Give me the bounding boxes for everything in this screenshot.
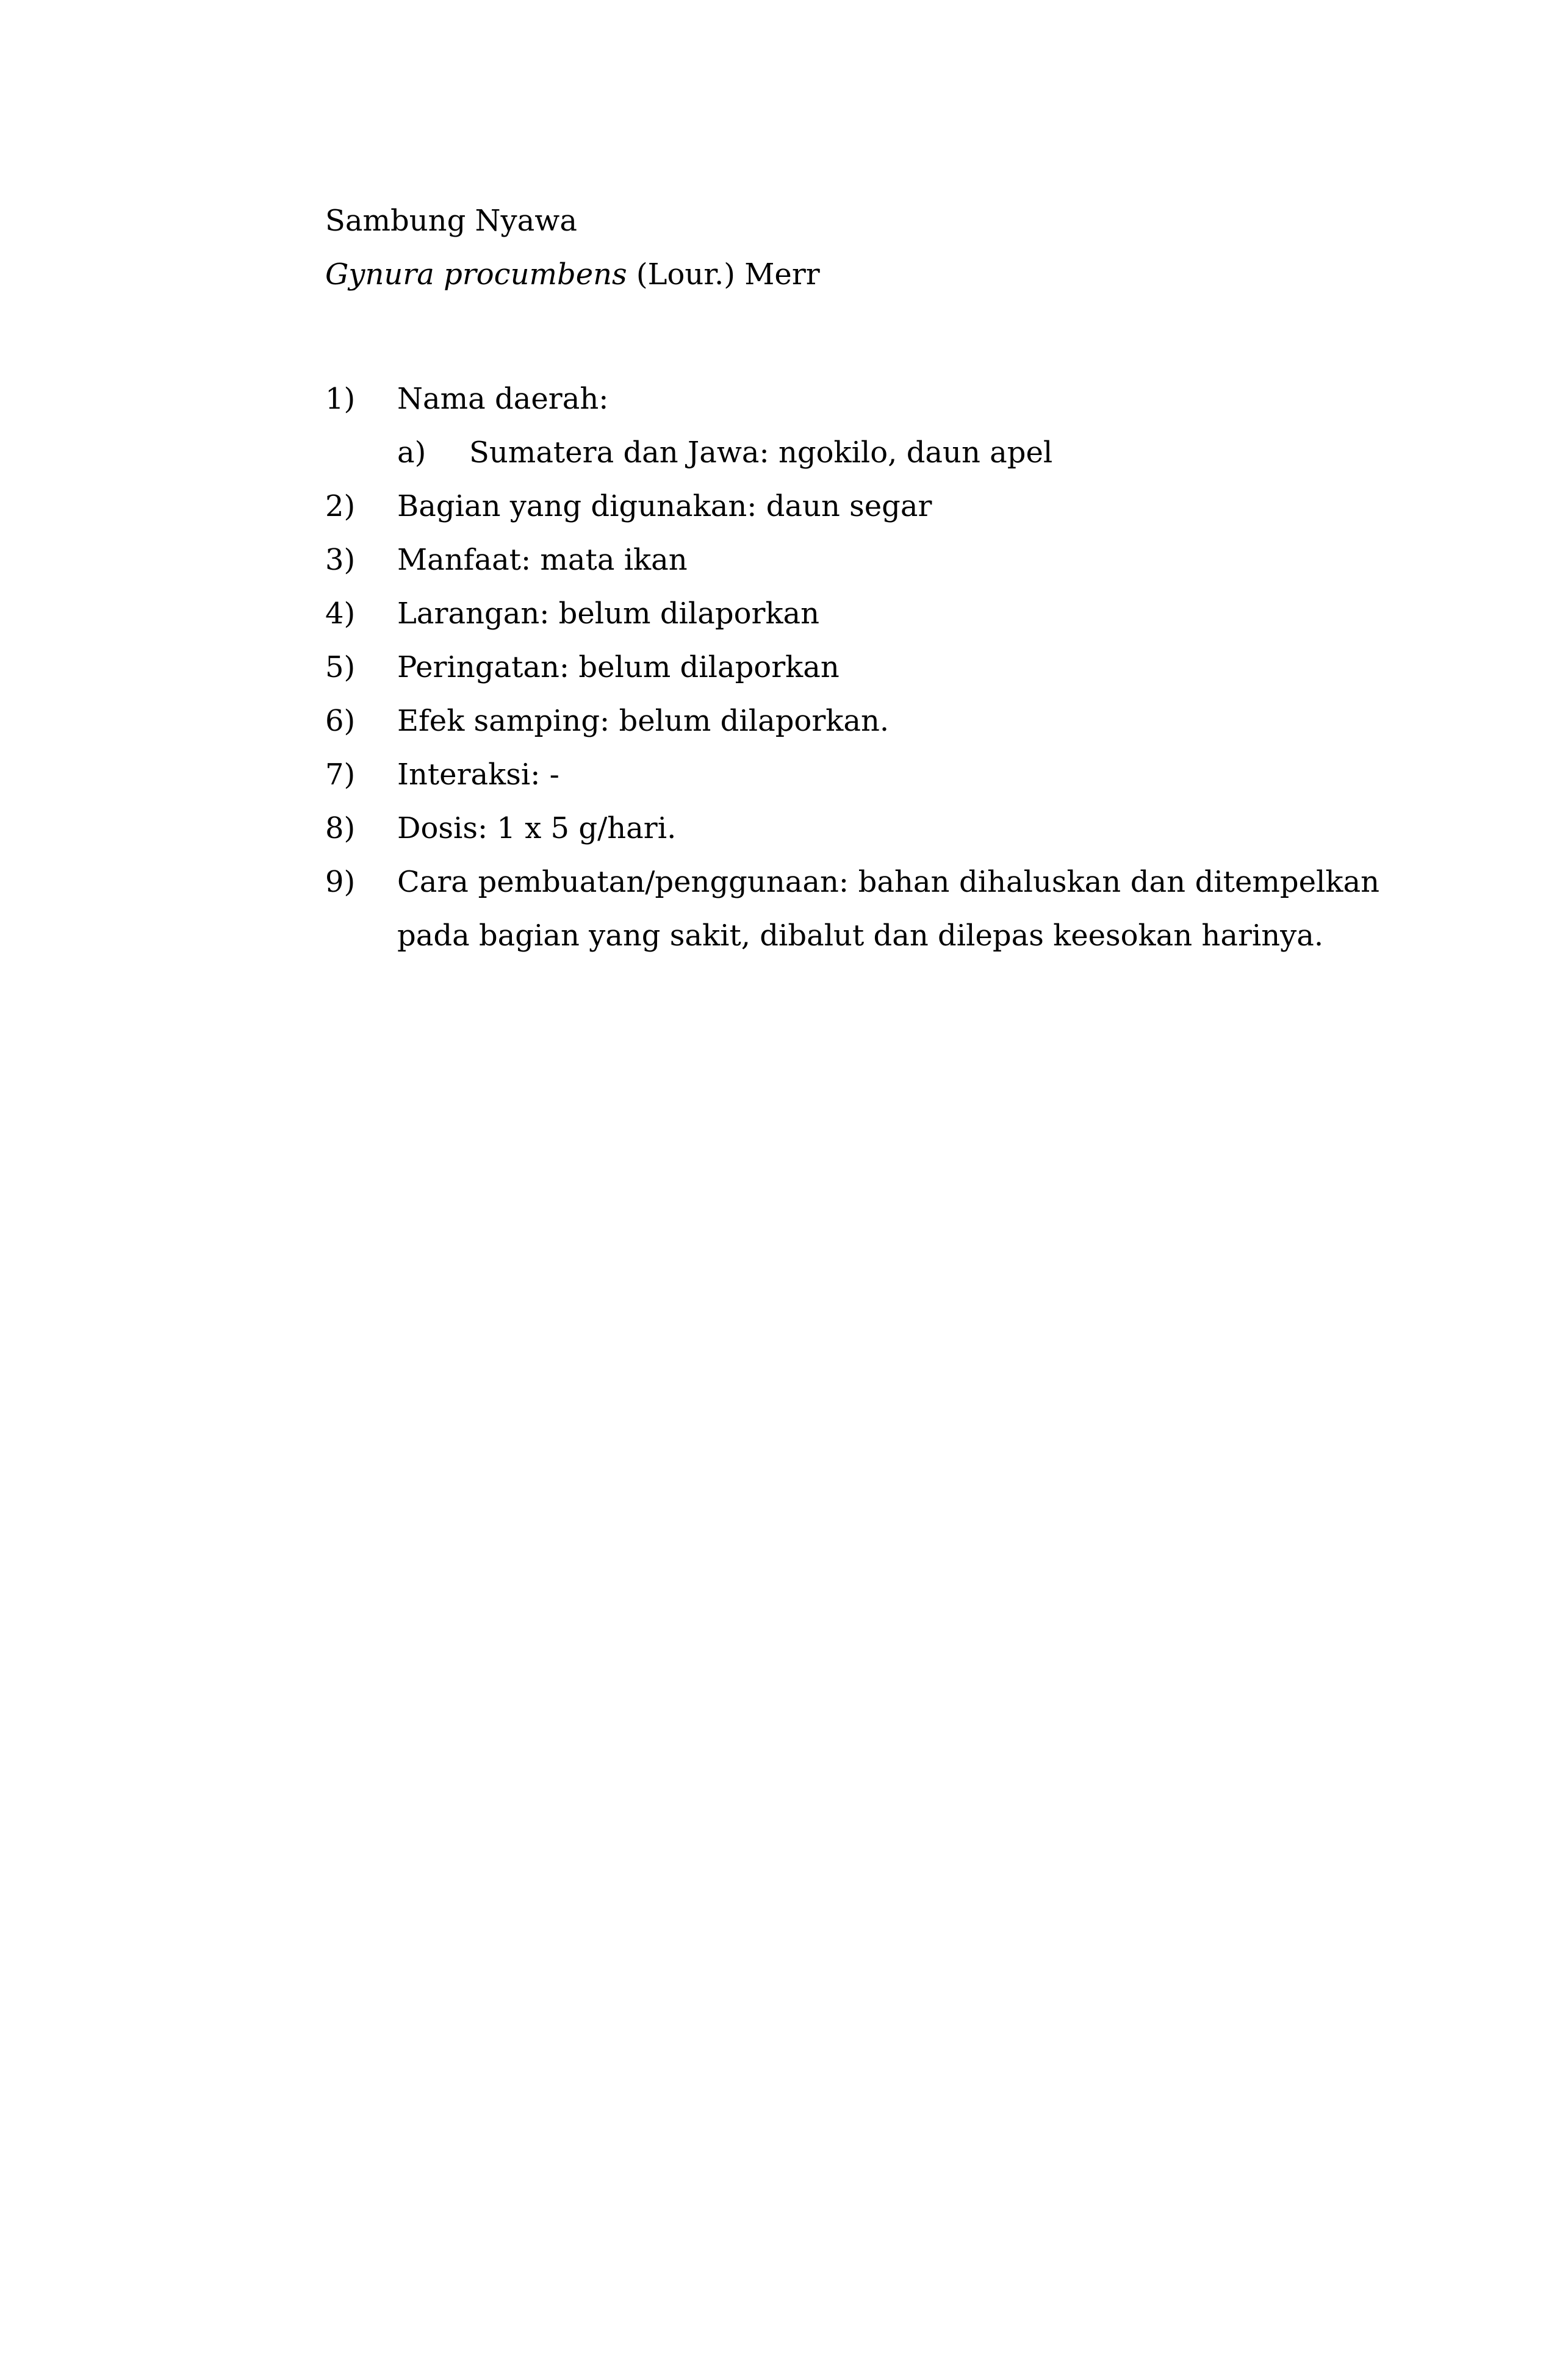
monograph-content (325, 194, 1379, 962)
list-item-3 (325, 533, 1379, 587)
list-text: Manfaat: mata ikan (397, 543, 688, 577)
list-item-2 (325, 479, 1379, 533)
list-text: Bagian yang digunakan: daun segar (397, 489, 932, 523)
list-number: 2) (325, 489, 356, 523)
list-subitem-a (397, 426, 1379, 479)
list-item-7 (325, 748, 1379, 801)
scientific-name-italic: Gynura procumbens (325, 257, 627, 292)
list-text: Peringatan: belum dilaporkan (397, 650, 840, 684)
list-text: Sumatera dan Jawa: ngokilo, daun apel (469, 435, 1053, 470)
list-item-6 (325, 694, 1379, 748)
list-number: 6) (325, 704, 356, 738)
list-number: 8) (325, 811, 356, 845)
list-number: 1) (325, 382, 356, 416)
list-number: a) (397, 435, 426, 470)
list-number: 3) (325, 543, 356, 577)
common-name-text: Sambung Nyawa (325, 204, 577, 238)
list-text: Interaksi: - (397, 758, 559, 792)
list-text: Nama daerah: (397, 382, 609, 416)
list-item-5 (325, 640, 1379, 694)
list-item-8 (325, 801, 1379, 855)
list-number: 4) (325, 597, 356, 631)
list-number: 5) (325, 650, 356, 684)
scientific-name-author: (Lour.) Merr (627, 257, 820, 292)
list-text: Larangan: belum dilaporkan (397, 597, 820, 631)
list-text: Efek samping: belum dilaporkan. (397, 704, 890, 738)
list-text: Dosis: 1 x 5 g/hari. (397, 811, 677, 845)
list-number: 7) (325, 758, 356, 792)
list-item-4 (325, 587, 1379, 640)
list-item-9 (325, 855, 1379, 962)
spacer (325, 301, 1379, 372)
list-number: 9) (325, 865, 356, 899)
common-name (325, 194, 1379, 248)
list-item-1 (325, 372, 1379, 426)
scientific-name (325, 248, 1379, 301)
list-text: Cara pembuatan/penggunaan: bahan dihaluskan dan ditempelkan pada bagian yang sakit, dibalut dan dilepas keesokan harinya. (397, 865, 1379, 953)
